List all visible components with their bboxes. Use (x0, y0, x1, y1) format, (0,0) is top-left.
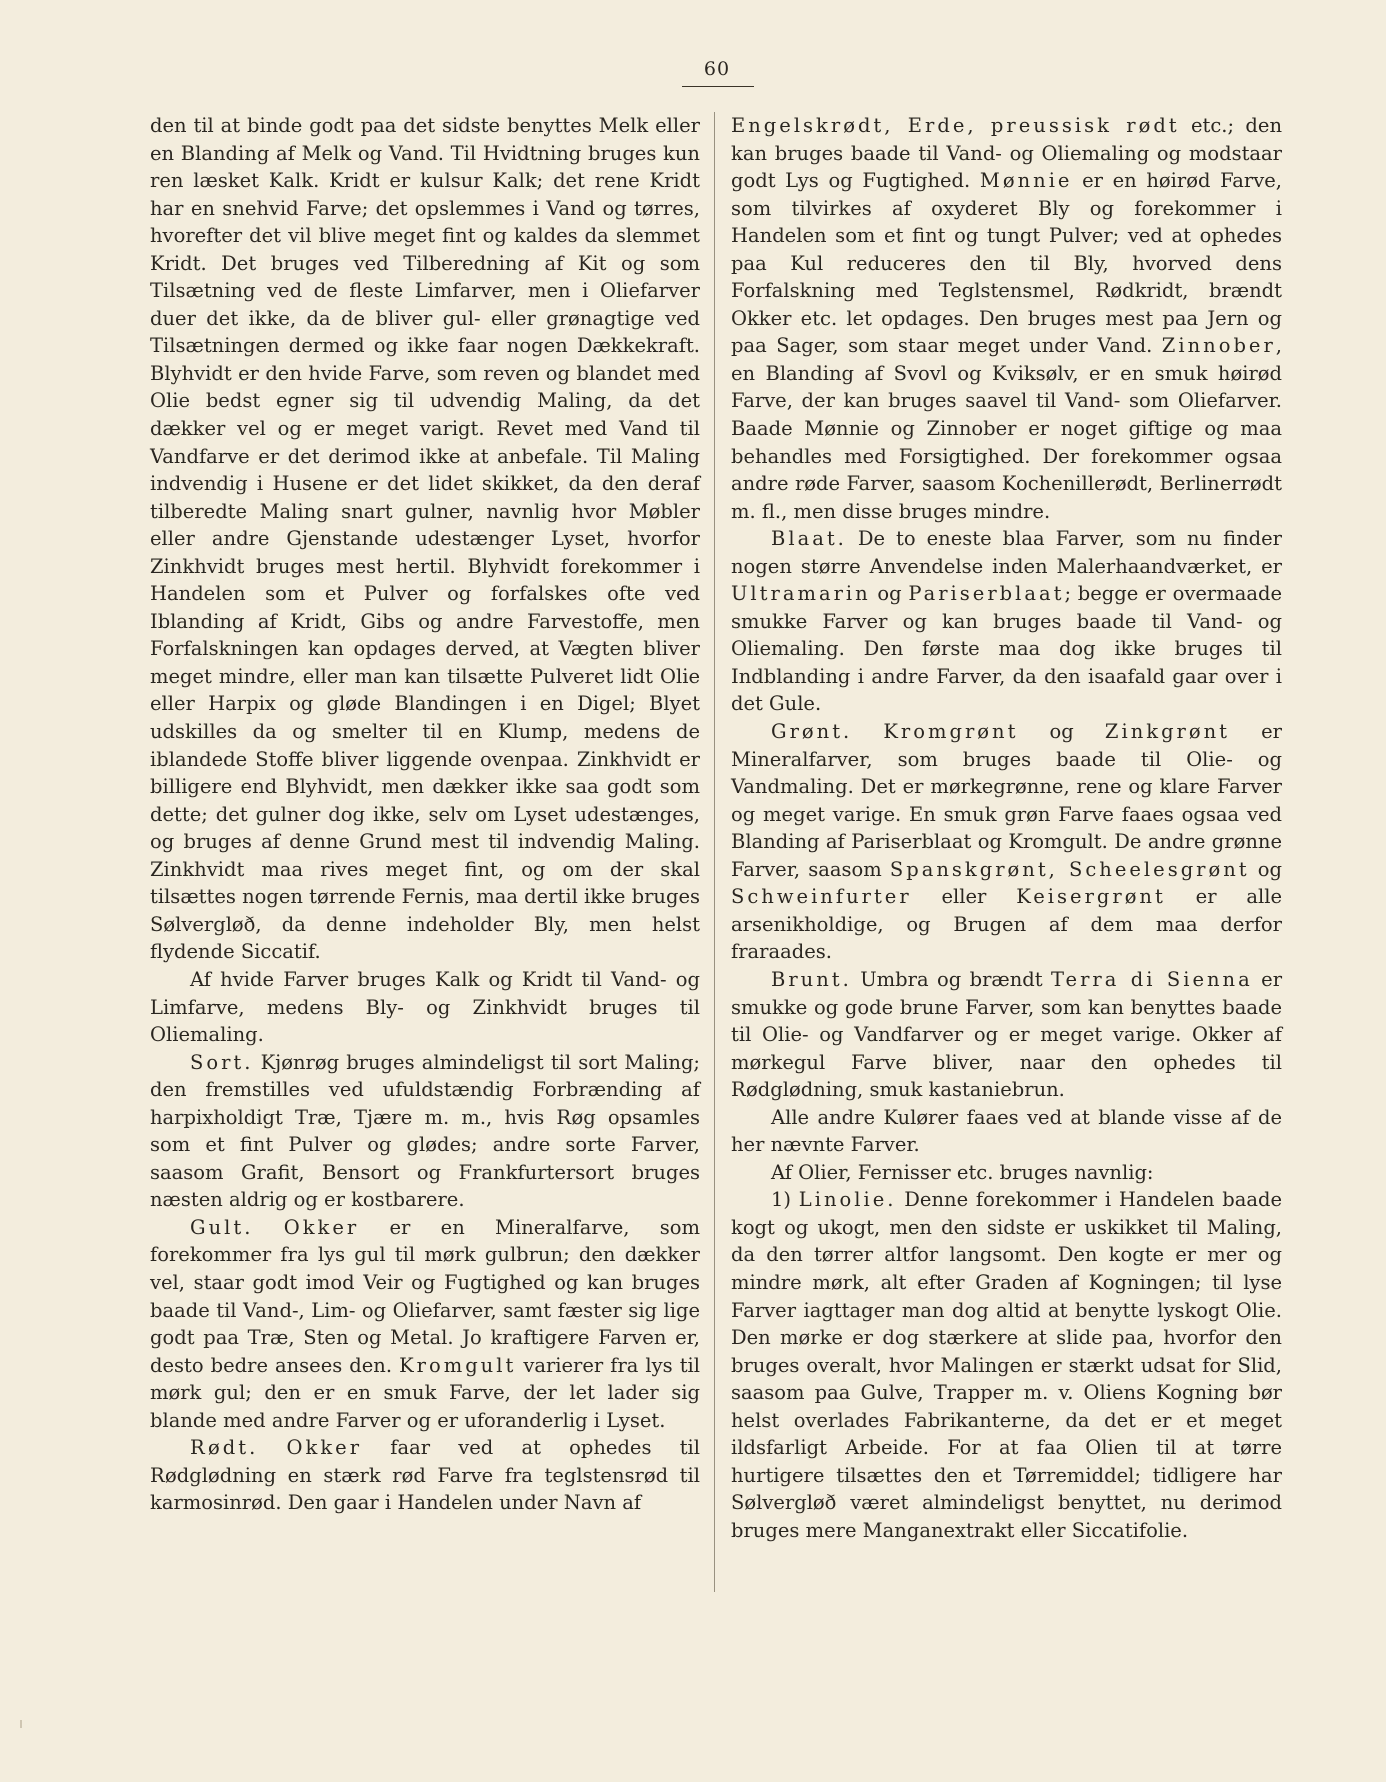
paragraph-red-continued (731, 112, 1282, 525)
term-kromgront: Kromgrønt (883, 720, 1019, 744)
paragraph-white-summary: Af hvide Farver bruges Kalk og Kridt til Vand- og Limfarve, medens Bly- og Zinkhvidt bruges til Oliemaling. (150, 967, 700, 1047)
text-run: er en Mineralfarve, som forekommer fra lys gul til mørk gulbrun; den dækker vel, staar godt imod Veir og Fugtighed og kan bruges baade til Vand-, Lim- og Oliefarver, samt fæster sig lige godt paa Træ, Sten og Metal. Jo kraftigere Farven er, desto bedre ansees den. (150, 1215, 700, 1377)
term-linolie: Linolie. (798, 1188, 897, 1212)
text-run: eller (911, 885, 1017, 909)
text-run (852, 720, 883, 743)
paragraph-linseed-oil (731, 1186, 1282, 1544)
term-schweinfurter: Schweinfurter (731, 885, 912, 909)
term-monnie: Mønnie (979, 169, 1073, 193)
text-run: og (1018, 720, 1105, 744)
text-run: og (870, 582, 909, 606)
paragraph-blue (731, 525, 1282, 718)
text-run: varierer fra lys til mørk gul; den er en smuk Farve, der let lader sig blande med andre Farver og er uforanderlig i Lyset. (150, 1353, 701, 1432)
term-terra-di-sienna: Terra di Sienna (1051, 967, 1253, 991)
paragraph-oils-intro: Af Olier, Fernisser etc. bruges navnlig: (771, 1160, 1154, 1184)
text-run: De to eneste blaa Farver, som nu finder nogen større Anvendelse inden Malerhaandværket, er (731, 527, 1282, 578)
paragraph-black-body: Kjønrøg bruges almindeligst til sort Maling; den fremstilles ved ufuldstændig Forbrænding af harpixholdigt Træ, Tjære m. m., hvis Røg opsamles som et fint Pulver og glødes; andre sorte Farver, saasom Grafit, Bensort og Frankfurtersort bruges næsten aldrig og er kostbarere. (150, 1050, 700, 1212)
text-run: er alle arsenikholdige, og Brugen af dem maa derfor fraraades. (731, 885, 1282, 964)
text-run: er Mineralfarver, som bruges baade til Olie- og Vandmaling. Det er mørkegrønne, rene og klare Farver og meget varige. En smuk grøn Farve faaes ogsaa ved Blanding af Pariserblaat og Kromgult. De andre grønne Farver, saasom (731, 720, 1283, 881)
term-kromgult: Kromgult (399, 1353, 517, 1377)
page-number: 60 (703, 58, 731, 80)
term-keisergront: Keisergrønt (1016, 885, 1166, 909)
paragraph-green (731, 718, 1282, 966)
text-run: etc.; den kan bruges baade til Vand- og Oliemaling og modstaar godt Lys og Fugtighed. (731, 114, 1283, 193)
text-run: er smukke og gode brune Farver, som kan benyttes baade til Olie- og Vandfarver og er meget varige. Okker af mørkegul Farve bliver, naar den ophedes til Rødglødning, smuk kastaniebrun. (731, 967, 1283, 1102)
text-run (253, 1216, 283, 1239)
list-number: 1) (771, 1188, 799, 1212)
text-run (258, 1436, 286, 1459)
column-divider (714, 112, 715, 1592)
term-engelskrodt: Engelskrødt, Erde, preussisk rødt (731, 114, 1180, 137)
left-column (150, 112, 700, 1517)
text-run: og (1249, 857, 1283, 881)
text-run: Umbra og brændt (851, 967, 1052, 991)
term-okker: Okker (286, 1436, 363, 1460)
section-heading-blue: Blaat. (771, 527, 847, 551)
text-run: Denne forekommer i Handelen baade kogt og ukogt, men den sidste er uskikket til Maling, da den tørrer altfor langsomt. Den kogte er mer og mindre mørk, alt efter Graden af Kogningen; til lyse Farver iagttager man dog altid at benytte lyskogt Olie. Den mørke er dog stærkere at slide paa, hvorfor den bruges overalt, hvor Malingen er stærkt udsat for Slid, saasom paa Gulve, Trapper m. v. Oliens Kogning bør helst overlades Fabrikanterne, da det er et meget ildsfarligt Arbeide. For at faa Olien til at tørre hurtigere tilsættes den et Tørremiddel; tidligere har Sølvergløð været almindeligst benyttet, nu derimod bruges mere Manganextrakt eller Siccatifolie. (731, 1188, 1282, 1542)
margin-mark (20, 1720, 22, 1728)
text-run: , en Blanding af Svovl og Kviksølv, er en smuk høirød Farve, der kan bruges saavel til Vand- som Oliefarver. Baade Mønnie og Zinnober er noget giftige og maa behandles med Forsigtighed. Der forekommer ogsaa andre røde Farver, saasom Kochenillerødt, Berlinerrødt m. fl., men disse bruges mindre. (731, 334, 1282, 523)
section-heading-green: Grønt. (771, 720, 853, 744)
paragraph-red (150, 1434, 700, 1517)
section-heading-black: Sort. (190, 1050, 254, 1074)
term-pariserblaat: Pariserblaat (908, 582, 1065, 606)
paragraph-yellow (150, 1214, 700, 1434)
term-zinnober: Zinnober (1161, 334, 1276, 358)
term-okker: Okker (283, 1215, 360, 1239)
text-run: ; begge er overmaade smukke Farver og kan bruges baade til Vand- og Oliemaling. Den første maa dog ikke bruges til Indblanding i andre Farver, da den isaafald gaar over i det Gule. (731, 582, 1282, 716)
paragraph-black (150, 1049, 700, 1214)
section-heading-brown: Brunt. (771, 967, 852, 991)
page-number-rule (682, 86, 754, 87)
paragraph-white-pigments: den til at binde godt paa det sidste benyttes Melk eller en Blanding af Melk og Vand. Til Hvidtning bruges kun ren læsket Kalk. Kridt er kulsur Kalk; det rene Kridt har en snehvid Farve; det opslemmes i Vand og tørres, hvorefter det vil blive meget fint og kaldes da slemmet Kridt. Det bruges ved Tilberedning af Kit og som Tilsætning ved de fleste Limfarver, men i Oliefarver duer det ikke, da de bliver gul- eller grønagtige ved Tilsætningen dermed og ikke faar nogen Dækkekraft. Blyhvidt er den hvide Farve, som reven og blandet med Olie bedst egner sig til udvendig Maling, da det dækker vel og er meget varigt. Revet med Vand til Vandfarve er det derimod ikke at anbefale. Til Maling indvendig i Husene er det lidet skikket, da den deraf tilberedte Maling snart gulner, navnlig hvor Møbler eller andre Gjenstande udestænger Lyset, hvorfor Zinkhvidt bruges mest hertil. Blyhvidt forekommer i Handelen som et Pulver og forfalskes ofte ved Iblanding af Kridt, Gibs og andre Farvestoffe, men Forfalskningen kan opdages derved, at Vægten bliver meget mindre, eller man kan tilsætte Pulveret lidt Olie eller Harpix og gløde Blandingen i en Digel; Blyet udskilles da og smelter til en Klump, medens de iblandede Stoffe bliver liggende ovenpaa. Zinkhvidt er billigere end Blyhvidt, men dækker ikke saa godt som dette; det gulner dog ikke, selv om Lyset udestænges, og bruges af denne Grund mest til indvendig Maling. Zinkhvidt maa rives meget fint, og om der skal tilsættes nogen tørrende Fernis, maa dertil ikke bruges Sølvergløð, da denne indeholder Bly, men helst flydende Siccatif. (150, 114, 700, 964)
section-heading-red: Rødt. (190, 1436, 259, 1460)
term-spanskgront: Spanskgrønt, Scheelesgrønt (889, 857, 1250, 881)
section-heading-yellow: Gult. (190, 1215, 254, 1239)
paragraph-brown (731, 966, 1282, 1104)
text-run: er en høirød Farve, som tilvirkes af oxyderet Bly og forekommer i Handelen som et fint og tungt Pulver; ved at ophedes paa Kul reduceres den til Bly, hvorved dens Forfalskning med Teglstensmel, Rødkridt, brændt Okker etc. let opdages. Den bruges mest paa Jern og paa Sager, som staar meget under Vand. (731, 169, 1282, 358)
paragraph-other-colours: Alle andre Kulører faaes ved at blande visse af de her nævnte Farver. (731, 1105, 1282, 1157)
right-column (731, 112, 1282, 1544)
term-ultramarin: Ultramarin (731, 582, 871, 606)
text-run: faar ved at ophedes til Rødglødning en stærk rød Farve fra teglstensrød til karmosinrød. Den gaar i Handelen under Navn af (150, 1436, 700, 1515)
term-zinkgront: Zinkgrønt (1104, 720, 1231, 744)
